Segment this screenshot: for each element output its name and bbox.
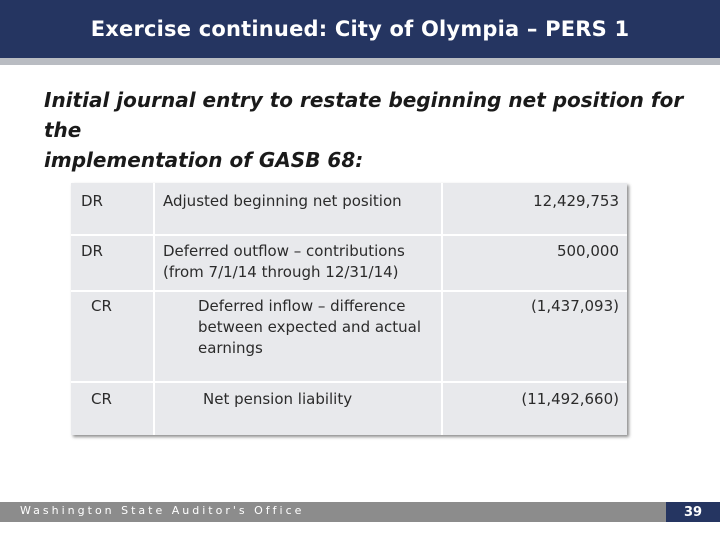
account-line: Net pension liability — [203, 390, 353, 408]
account-line: earnings — [198, 339, 263, 357]
account-line: Deferred inflow – difference — [198, 297, 406, 315]
account-cell — [155, 292, 441, 381]
footer-office-name: Washington State Auditor's Office — [20, 504, 305, 517]
entry-type: DR — [81, 242, 103, 260]
account-cell — [155, 383, 441, 435]
amount: (1,437,093) — [530, 297, 619, 315]
entry-type: CR — [91, 297, 112, 315]
slide-title: Exercise continued: City of Olympia – PERS 1 — [90, 17, 630, 41]
page-number: 39 — [666, 502, 720, 522]
entry-type-cell — [71, 292, 153, 381]
account-line: Deferred outflow – contributions — [163, 242, 405, 260]
entry-type: CR — [91, 390, 112, 408]
amount: 500,000 — [556, 242, 619, 260]
amount-cell — [443, 383, 627, 435]
journal-row — [71, 292, 627, 383]
footer-bar — [0, 502, 720, 522]
journal-row — [71, 183, 627, 236]
account-line: (from 7/1/14 through 12/31/14) — [163, 263, 399, 281]
intro-text — [44, 85, 684, 175]
amount-cell — [443, 292, 627, 381]
amount: (11,492,660) — [521, 390, 619, 408]
account-line: Adjusted beginning net position — [163, 192, 402, 210]
journal-entry-table — [71, 183, 627, 435]
journal-row — [71, 383, 627, 435]
entry-type-cell — [71, 183, 153, 234]
entry-type-cell — [71, 383, 153, 435]
journal-row — [71, 236, 627, 292]
account-cell — [155, 183, 441, 234]
account-line: between expected and actual — [198, 318, 422, 336]
intro-line-1: Initial journal entry to restate beginning net position for the — [44, 88, 684, 142]
amount: 12,429,753 — [533, 192, 619, 210]
intro-line-2: implementation of GASB 68: — [44, 148, 364, 172]
entry-type-cell — [71, 236, 153, 290]
title-bar — [0, 0, 720, 58]
entry-type: DR — [81, 192, 103, 210]
amount-cell — [443, 236, 627, 290]
account-cell — [155, 236, 441, 290]
title-rule — [0, 58, 720, 65]
amount-cell — [443, 183, 627, 234]
